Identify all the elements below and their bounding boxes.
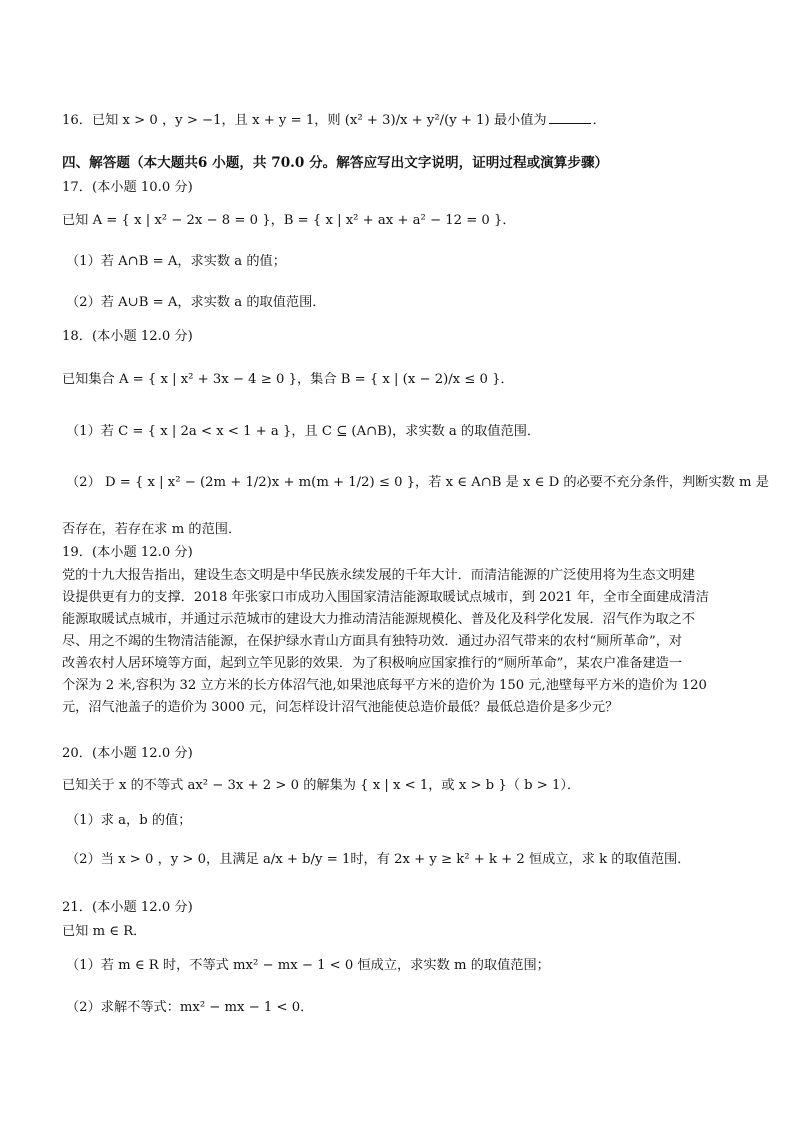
question-19-line: 尽、用之不竭的生物清洁能源，在保护绿水青山方面具有独特功效．通过办沼气带来的农村“厕所革命”，对 xyxy=(62,634,683,649)
question-18-part-2: （2） D = { x | x² − (2m + 1/2)x + m(m + 1/2) ≤ 0 }，若 x ∈ A∩B 是 x ∈ D 的必要不充分条件，判断实数 m 是 xyxy=(66,475,769,490)
question-17-part-1: （1）若 A∩B = A，求实数 a 的值； xyxy=(66,254,286,269)
question-19-line: 能源取暖试点城市，并通过示范城市的建设大力推动清洁能源规模化、普及化及科学化发展．沼气作为取之不 xyxy=(62,612,695,627)
section-heading: 四、解答题（本大题共6 小题，共 70.0 分。解答应写出文字说明，证明过程或演算步骤） xyxy=(62,155,609,171)
question-20-given: 已知关于 x 的不等式 ax² − 3x + 2 > 0 的解集为 { x | x < 1，或 x > b }（ b > 1）． xyxy=(62,778,581,793)
question-17-part-2: （2）若 A∪B = A，求实数 a 的取值范围． xyxy=(66,295,326,310)
question-18-given: 已知集合 A = { x | x² + 3x − 4 ≥ 0 }，集合 B = { x | (x − 2)/x ≤ 0 }． xyxy=(62,372,514,387)
question-21-header: 21．(本小题 12.0 分) xyxy=(62,900,193,915)
question-19-line: 改善农村人居环境等方面，起到立竿见影的效果．为了积极响应国家推行的“厕所革命”，某农户准备建造一 xyxy=(62,656,683,671)
question-21-part-1: （1）若 m ∈ R 时，不等式 mx² − mx − 1 < 0 恒成立，求实数 m 的取值范围； xyxy=(66,958,550,973)
question-21-part-2: （2）求解不等式：mx² − mx − 1 < 0． xyxy=(66,1000,314,1015)
question-16-text: 16．已知 x > 0 ，y > −1，且 x + y = 1，则 (x² + 3)/x + y²/(y + 1) 最小值为 xyxy=(62,113,547,128)
question-18-part-2-continued: 否存在，若存在求 m 的范围． xyxy=(62,522,242,537)
question-20-part-2: （2）当 x > 0 ，y > 0，且满足 a/x + b/y = 1时，有 2x + y ≥ k² + k + 2 恒成立，求 k 的取值范围． xyxy=(66,852,691,867)
question-18-header: 18．(本小题 12.0 分) xyxy=(62,329,193,344)
question-19-line: 设提供更有力的支撑．2018 年张家口市成功入围国家清洁能源取暖试点城市，到 2021 年，全市全面建成清洁 xyxy=(62,590,709,605)
question-19-line: 党的十九大报告指出，建设生态文明是中华民族永续发展的千年大计．而清洁能源的广泛使用将为生态文明建 xyxy=(62,568,695,583)
question-20-part-1: （1）求 a，b 的值； xyxy=(66,813,192,828)
question-18-part-1: （1）若 C = { x | 2a < x < 1 + a }，且 C ⊆ (A∩B)，求实数 a 的取值范围． xyxy=(66,424,541,439)
question-16-end: ． xyxy=(592,113,606,128)
question-17-given: 已知 A = { x | x² − 2x − 8 = 0 }，B = { x | x² + ax + a² − 12 = 0 }． xyxy=(62,213,516,228)
question-16 xyxy=(62,110,606,131)
question-21-given: 已知 m ∈ R． xyxy=(62,924,147,939)
question-19-header: 19．(本小题 12.0 分) xyxy=(62,545,193,560)
question-20-header: 20．(本小题 12.0 分) xyxy=(62,746,193,761)
question-19-line: 元，沼气池盖子的造价为 3000 元，问怎样设计沼气池能使总造价最低？最低总造价是多少元？ xyxy=(62,700,619,715)
question-19-body xyxy=(62,565,734,719)
question-19-line: 个深为 2 米,容积为 32 立方米的长方体沼气池,如果池底每平方米的造价为 150 元,池壁每平方米的造价为 120 xyxy=(62,678,707,693)
answer-blank xyxy=(549,110,591,124)
question-17-header: 17．(本小题 10.0 分) xyxy=(62,180,193,195)
